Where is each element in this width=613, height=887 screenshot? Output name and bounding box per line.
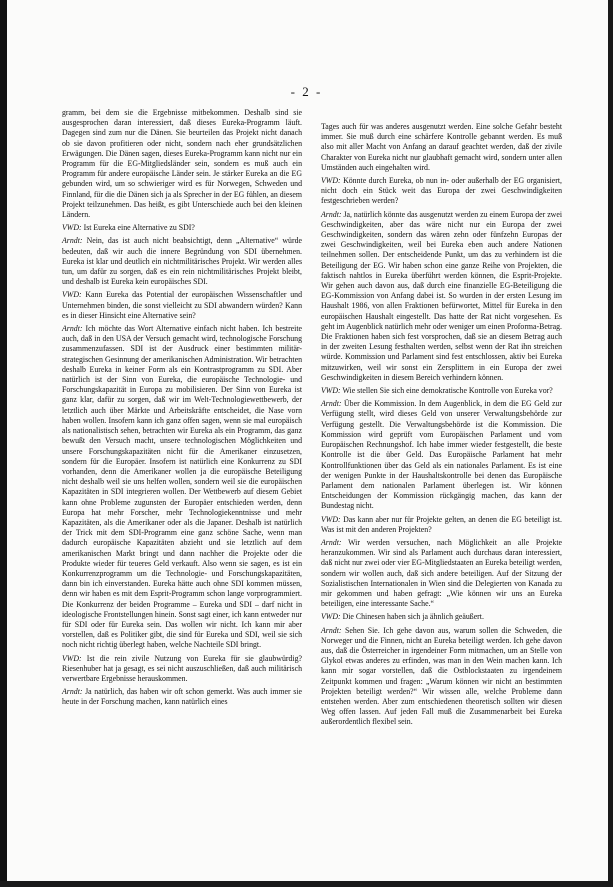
answer-paragraph	[62, 687, 302, 707]
paragraph-text: gramm, bei dem sie die Ergebnisse mitbekommen. Deshalb sind sie ausgesprochen daran interessiert, daß dieses Eureka-Programm läuft. Dagegen sind zum nur die Dänen. Sie beurteilen das Projekt nicht danach ob sie davon profitieren oder nicht, sondern nach eher grundsätzlichen Erwägungen. Die Dänen sagen, dieses Eureka-Programm kann nicht nur ein Programm für die EG-Mitgliedsländer sein, sondern es muß auch ein Programm für andere europäische Länder sein. Je stärker Eureka an die EG gebunden wird, um so schwieriger wird es für Norwegen, Schweden und Finnland, für die die Dänen sich ja als Sprecher in der EG fühlen, an diesem Projekt teilzunehmen. Das heißt, es gibt Unterschiede auch bei den kleinen Ländern.	[62, 108, 302, 220]
paragraph-text: Ja, natürlich könnte das ausgenutzt werden zu einem Europa der zwei Geschwindigkeiten, aber das wäre nicht nur ein Europa der zwei Geschwindigkeiten, sondern das wären zehn oder fünfzehn Europas der zwei Geschwindigkeiten, weil bei Eureka eben auch andere Nationen teilnehmen sollen. Der entscheidende Punkt, um das zu verhindern ist die Beteiligung der EG. Wir haben schon eine ganze Reihe von Projekten, die faktisch nahtlos in Eureka überführt werden können, die Esprit-Projekte. Wir gehen auch davon aus, daß durch eine finanzielle EG-Beteiligung die EG-Kommission von Anfang dabei ist. So wurden in der ersten Lesung im Haushalt 1986, von allen Fraktionen befürwortet, Mittel für Eureka in den europäischen Haushalt eingestellt. Das hatte der Rat nicht vorgesehen. Es geht im Augenblick natürlich mehr oder weniger um einen Proforma-Betrag. Die Fraktionen haben sich fest vorsprochen, daß sie an diesem Betrag auch in der zweiten Lesung festhalten werden, selbst wenn der Rat ihn streichen würde. Kommission und Parlament sind fest entschlossen, aktiv bei Eureka mitzuwirken, weil wir sonst ein Zersplittern in ein Europa der zwei Geschwindigkeiten in diesem Bereich verhindern können.	[321, 209, 563, 382]
scan-edge-bottom	[0, 881, 613, 887]
speaker-label: Arndt:	[62, 236, 83, 246]
page-number: - 2 -	[290, 84, 323, 99]
question-paragraph	[321, 176, 562, 207]
paragraph-text: Die Chinesen haben sich ja ähnlich geäußert.	[342, 612, 484, 622]
speaker-label: Arndt:	[321, 209, 342, 219]
speaker-label: Arndt:	[62, 324, 83, 334]
answer-paragraph	[62, 324, 302, 651]
question-paragraph	[321, 515, 562, 535]
paragraph-text: Kann Eureka das Potential der europäischen Wissenschaftler und Unternehmen binden, die sonst vielleicht zu SDI abwandern würden? Kann es in dieser Hinsicht eine Alternative sein?	[62, 290, 302, 320]
question-paragraph	[321, 612, 562, 622]
paragraph-text: Tages auch für was anderes ausgenutzt werden. Eine solche Gefahr besteht immer. Sie muß durch eine schärfere Kontrolle gebannt werden. Es muß also mit aller Macht von Anfang an darauf geachtet werden, daß der zivile Charakter von Eureka nicht nur glaubhaft gemacht wird, sondern unter allen Umständen auch eingehalten wird.	[321, 122, 562, 172]
question-paragraph	[321, 386, 562, 396]
question-paragraph	[62, 654, 302, 685]
left-column	[62, 108, 302, 711]
speaker-label: VWD:	[321, 386, 341, 396]
paragraph-text: Sehen Sie. Ich gehe davon aus, warum sollen die Schweden, die Norweger und die Finnen, nicht an Eureka beteiligt werden. Ich gehe davon aus, daß die Österreicher in irgendeiner Form mitmachen, um an Stelle von Glykol etwas anderes zu erfinden, was man in den Wein machen kann. Ich kann mir sogar vorstellen, daß die Ostblockstaaten zu irgendeinem Zeitpunkt kommen und fragen: „Warum können wir nicht an bestimmten Projekten beteiligt werden?“ Wir wissen alle, welche Probleme dann entstehen werden. Aber zum entschiedenen theoretisch sollten wir diesen Weg offen lassen. Auf jeden Fall muß die Zusammenarbeit bei Eureka außerordentlich flexibel sein.	[321, 625, 562, 727]
speaker-label: VWD:	[62, 290, 82, 300]
speaker-label: VWD:	[321, 514, 341, 524]
paragraph	[62, 108, 302, 220]
answer-paragraph	[62, 236, 302, 287]
paragraph-text: Ich möchte das Wort Alternative einfach nicht haben. Ich bestreite auch, daß in den USA der Versuch gemacht wird, technologische Forschung zusammenzufassen. SDI ist der Ausdruck einer bestimmten militär-strategischen Gesinnung der amerikanischen Administration. Wir betrachten deshalb Eureka in keiner Form als ein Kontrastprogramm zu SDI. Aber natürlich ist der Sinn von Eureka, die europäische Technologie- und Forschungskapazität in Europa zu mobilisieren. Der Sinn von Eureka ist ganz klar, dafür zu sorgen, daß wir im Welt-Technologiewettbewerb, der letztlich auch über Märkte und Arbeitskräfte entscheidet, die Nase vorn haben wollen. Insofern kann ich ganz offen sagen, wenn sie mal europäisch als nationalistisch sehen, betrachten wir Eureka als ein Programm, das ganz bewußt den Versuch macht, unsere technologischen Möglichkeiten und unsere Forschungskapazitäten nicht für die Amerikaner einzusetzen, sondern für die Europäer. Insofern ist natürlich eine Konkurrenz zu SDI vorhanden, denn die Amerikaner wollen ja die europäische Beteiligung nicht deshalb weil sie uns helfen wollen, sondern weil sie die europäischen Kapazitäten in SDI integrieren wollen. Der Wettbewerb auf diesem Gebiet kann ohne Probleme zugunsten der Europäer entschieden werden, denn Europa hat mehr Forscher, mehr Technologiekenntnisse und mehr Kapazitäten, als die Amerikaner oder als die Japaner. Deshalb ist natürlich der Trick mit dem SDI-Programm eine ganz schöne Sache, wenn man dadurch europäische Kapazitäten abzieht und sie letztlich auf dem amerikanischen Markt bringt und dann nachher die Projekte oder die Produkte wieder für teueres Geld verkauft. Also wenn sie sagen, es ist ein Konkurrenzprogramm um die Technologie- und Forschungskapazitäten, dann bin ich einverstanden. Eureka hätte auch ohne SDI kommen müssen, denn wir haben es mit dem Esprit-Programm schon lange vorprogrammiert. Die Konkurrenz der beiden Programme – Eureka und SDI – darf nicht in ideologische Frontstellungen hinein. Sonst sagt einer, ich kann entweder nur für SDI oder für Eureka sein. Das wollen wir nicht. Ich kann mir aber vorstellen, daß es Politiker gibt, die sind für Eureka und SDI, weil sie sich noch nicht richtig überlegt haben, welche Nachteile SDI bringt.	[62, 324, 303, 650]
question-paragraph	[62, 290, 302, 321]
answer-paragraph	[321, 538, 562, 609]
paragraph-text: Ja natürlich, das haben wir oft schon gemerkt. Was auch immer sie heute in der Forschung machen, kann natürlich eines	[62, 687, 302, 707]
speaker-label: VWD:	[62, 223, 82, 233]
speaker-label: Arndt:	[62, 687, 83, 697]
right-column	[321, 122, 562, 731]
paragraph-text: Ist die rein zivile Nutzung von Eureka für sie glaubwürdig? Riesenhuber hat ja gesagt, es sei nicht auszuschließen, daß auch militärisch verwertbare Ergebnisse herauskommen.	[62, 653, 302, 683]
paragraph-text: Könnte durch Eureka, ob nun in- oder außerhalb der EG organisiert, nicht doch ein Stück weit das Europa der zwei Geschwindigkeiten festgeschrieben werden?	[321, 176, 562, 206]
paragraph-text: Das kann aber nur für Projekte gelten, an denen die EG beteiligt ist. Was ist mit den anderen Projekten?	[321, 514, 562, 534]
speaker-label: VWD:	[321, 612, 341, 622]
paragraph-text: Ist Eureka eine Alternative zu SDI?	[83, 223, 195, 233]
paragraph-text: Wir werden versuchen, nach Möglichkeit an alle Projekte heranzukommen. Wir sind als Parlament auch durchaus daran interessiert, daß nicht nur zwei oder vier EG-Mitgliedstaaten an Eureka beteiligt werden, sondern wir wollen auch, daß sich andere beteiligen. Auf der Sitzung der Sozialistischen Internationalen in Wien sind die Delegierten von Kanada zu mir gekommen und haben gefragt: „Wie können wir uns an Eureka beteiligen, eine interessante Sache.“	[321, 537, 562, 609]
speaker-label: VWD:	[321, 176, 341, 186]
scan-edge-right	[608, 0, 613, 887]
paragraph-text: Nein, das ist auch nicht beabsichtigt, denn „Alternative“ würde bedeuten, daß wir auch die innere Begründung von SDI übernehmen. Eureka ist klar und deutlich ein nichtmilitärisches Projekt. Wir werden alles tun, um dafür zu sorgen, daß es ein rein nichtmilitärisches Projekt bleibt, und deshalb ist Eureka kein europäisches SDI.	[62, 236, 302, 287]
answer-paragraph	[321, 626, 562, 728]
paragraph-text: Über die Kommission. In dem Augenblick, in dem die EG Geld zur Verfügung stellt, wird dieses Geld von unserer Verwaltungsbehörde zur Verfügung gestellt. Die Verwaltungsbehörde ist die Kommission. Die Kommission wird geprüft vom Europäischen Parlament und vom Europäischen Rechnungshof. Ich habe immer wieder festgestellt, die beste Kontrolle ist die über Geld. Das Europäische Parlament hat mehr Kontrollfunktionen über das Geld als ein nationales Parlament. Es ist eine der wenigen Punkte in der Haushaltskontrolle bei denen das Europäische Parlament dem nationalen Parlament überlegen ist. Wir können Entscheidungen der Kommission rückgängig machen, das kann der Bundestag nicht.	[321, 399, 562, 511]
answer-paragraph	[321, 399, 562, 511]
scan-edge-left	[0, 0, 7, 887]
paragraph-text: Wie stellen Sie sich eine demokratische Kontrolle von Eureka vor?	[342, 386, 553, 396]
question-paragraph	[62, 223, 302, 233]
paragraph	[321, 122, 562, 173]
speaker-label: Arndt:	[321, 625, 342, 635]
speaker-label: Arndt:	[321, 399, 342, 409]
speaker-label: VWD:	[62, 653, 82, 663]
speaker-label: Arndt:	[321, 537, 342, 547]
answer-paragraph	[321, 210, 562, 383]
